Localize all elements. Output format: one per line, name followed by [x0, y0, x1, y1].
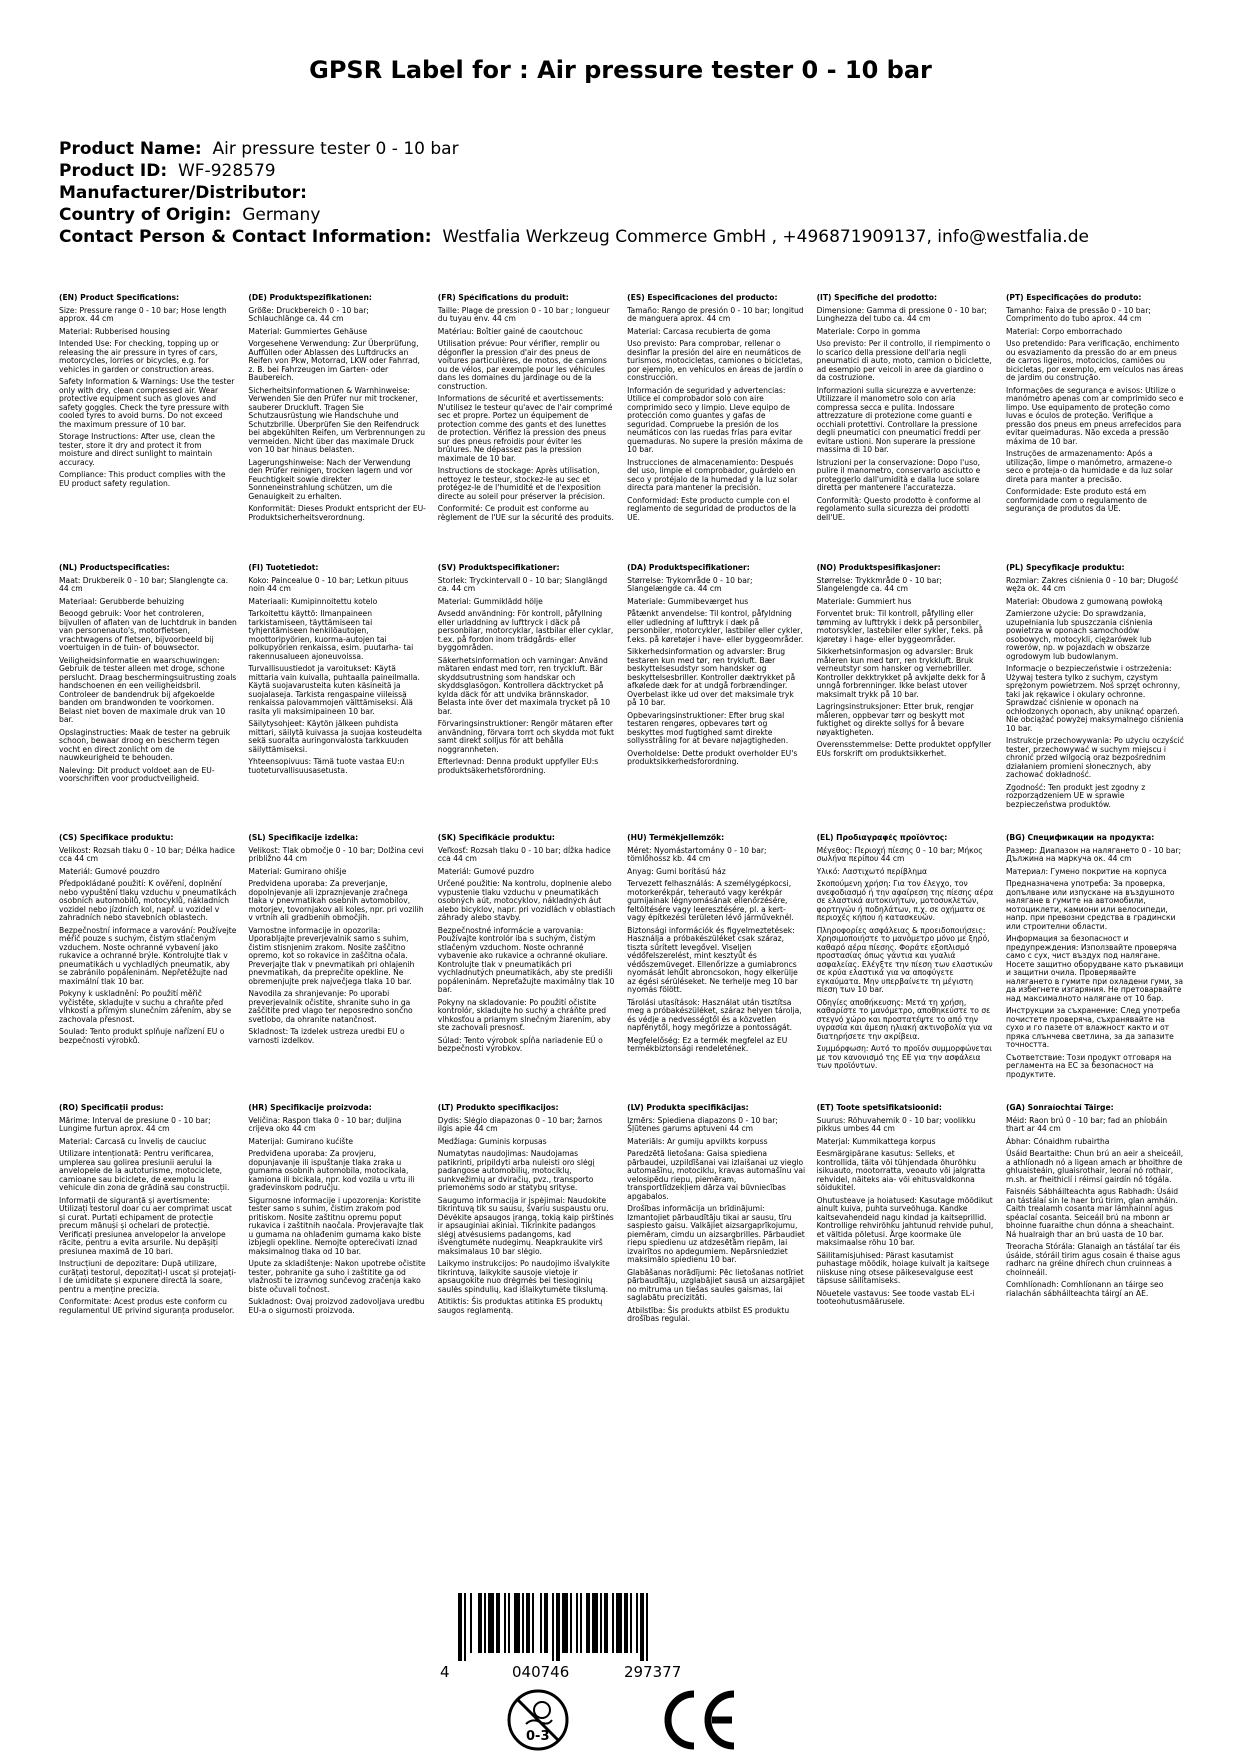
barcode-bar	[586, 1593, 590, 1653]
section-paragraph: Informations de sécurité et avertissements: N'utilisez le testeur qu'avec de l'air comprimé sec et propre. Portez un équipement de protection comme des gants et des lunettes de protection. Vérifiez la pression des pneus sur des pneus refroidis pour éviter les brûlures. Ne dépassez pas la pression maximale de 10 bar.	[437, 394, 613, 463]
language-section	[438, 1104, 616, 1364]
section-paragraph: Megfelelőség: Ez a termék megfelel az EU termékbiztonsági rendeletének.	[627, 1035, 788, 1053]
language-section	[627, 564, 805, 824]
section-heading: (EL) Προδιαγραφές προϊόντος:	[816, 834, 948, 842]
section-paragraph: Conformité: Ce produit est conforme au règlement de l'UE sur la sécurité des produits.	[437, 504, 614, 522]
section-paragraph: Bezpečnostné informácie a varovania: Používajte kontrolór iba s suchým, čistým stlačeným vzduchom. Noste ochranné vybavenie ako rukavice a ochranné okuliare. Kontrolujte tlak v pneumatikách pri vychladnutých pneumatikách, aby ste predišli popáleninám. Nepreťažujte maximálny tlak 10 bar.	[437, 925, 615, 994]
section-paragraph: Instrucțiuni de depozitare: După utilizare, curățați testorul, depozitați-l uscat și protejați-l de umiditate și expunere directă la soare, pentru a menține precizia.	[59, 1259, 237, 1294]
section-paragraph: Istruzioni per la conservazione: Dopo l'uso, pulire il manometro, conservarlo asciutto e proteggerlo dall'umidità e dalla luce solare diretta per mantenere l'accuratezza.	[816, 457, 981, 492]
ce-mark-icon	[660, 1688, 740, 1752]
language-section	[248, 294, 426, 554]
barcode-bar	[552, 1593, 554, 1661]
barcode-bar	[630, 1593, 632, 1653]
section-paragraph: Säilytysohjeet: Käytön jälkeen puhdista mittari, säilytä kuivassa ja suojaa kosteudelta sekä suoralta auringonvalosta tarkkuuden säilyttämiseksi.	[248, 719, 422, 754]
section-paragraph: Uso previsto: Para comprobar, rellenar o desinflar la presión del aire en neumáticos de turismos, motocicletas, camiones o bicicletas, por ejemplo, en vehículos en áreas de jardín o construcción.	[627, 339, 804, 382]
section-heading: (DA) Produktspecifikationer:	[627, 564, 750, 572]
section-heading: (ET) Toote spetsifikatsioonid:	[816, 1104, 942, 1112]
section-paragraph: Størrelse: Trykkmråde 0 - 10 bar; Slangelengde ca. 44 cm	[816, 575, 942, 593]
section-paragraph: Utilizare intenționată: Pentru verificarea, umplerea sau golirea presiunii aerului la anvelopele de la autoturisme, motociclete, camioane sau biciclete, de exemplu la vehicule din zona de grădină sau construcții.	[59, 1149, 230, 1192]
section-paragraph: Μέγεθος: Περιοχή πίεσης 0 - 10 bar; Μήκος σωλήνα περίπου 44 cm	[816, 845, 983, 863]
section-paragraph: Skladnost: Ta izdelek ustreza uredbi EU o varnosti izdelkov.	[248, 1027, 405, 1045]
section-paragraph: Veiligheidsinformatie en waarschuwingen: Gebruik de tester alleen met droge, schone perslucht. Draag beschermingsuitrusting zoals handschoenen en een veiligheidsbril. Controleer de bandendruk bij afgekoelde banden om brandwonden te voorkomen. Belast niet boven de maximale druk van 10 bar.	[59, 655, 237, 724]
section-paragraph: Materjal: Kummikattega korpus	[816, 1136, 936, 1146]
language-section	[1006, 294, 1184, 554]
section-paragraph: Storage Instructions: After use, clean the tester, store it dry and protect it from moisture and direct sunlight to maintain accuracy.	[59, 432, 215, 467]
section-paragraph: Säkerhetsinformation och varningar: Använd mätaren endast med torr, ren tryckluft. Bär skyddsutrustning som handskar och skyddsglasögon. Kontrollera däcktrycket på kylda däck för att undvika brännskador. Belasta inte över det maximala trycket på 10 bar.	[437, 655, 611, 716]
section-paragraph: Atitiktis: Šis produktas atitinka ES produktų saugos reglamentą.	[437, 1297, 603, 1315]
barcode-bar	[616, 1593, 622, 1653]
section-paragraph: Maat: Drukbereik 0 - 10 bar; Slanglengte ca. 44 cm	[59, 575, 229, 593]
section-paragraph: Efterlevnad: Denna produkt uppfyller EU:s produktsäkerhetsförordning.	[437, 757, 599, 775]
section-paragraph: Sukladnost: Ovaj proizvod zadovoljava uredbu EU-a o sigurnosti proizvoda.	[248, 1297, 425, 1315]
section-paragraph: Comhlíonadh: Comhlíonann an táirge seo rialachán sábháilteachta táirgí an AE.	[1005, 1280, 1164, 1298]
section-paragraph: Eesmärgipärane kasutus: Selleks, et kontrollida, täita või tühjendada õhurõhku isikuauto, mootorratta, veoauto või jalgratta rehvidel, näiteks aia- või ehitusvaldkonna sõidukitel.	[816, 1149, 986, 1192]
section-paragraph: Инструкции за съхранение: След употреба почистете проверяча, съхранявайте на сухо и го пазете от влажност както и от пряка слънчева светлина, за да запазите точността.	[1005, 1006, 1181, 1049]
section-paragraph: Ábhar: Cónaidhm rubairtha	[1005, 1136, 1110, 1146]
barcode-bar	[580, 1593, 582, 1653]
section-paragraph: Turvallisuustiedot ja varoitukset: Käytä mittaria vain kuivalla, puhtaalla paineilmalla. Käytä suojavarusteita kuten käsineitä ja suojalaseja. Tarkista rengaspaine viileissä renkaissa palovammojen välttämiseksi. Älä rasita yli maksimipaineen 10 bar.	[248, 664, 420, 716]
section-paragraph: Veľkosť: Rozsah tlaku 0 - 10 bar; dĺžka hadice cca 44 cm	[437, 845, 611, 863]
section-paragraph: Overensstemmelse: Dette produktet oppfyller EUs forskrift om produktsikkerhet.	[816, 740, 992, 758]
language-section	[1006, 834, 1184, 1094]
section-paragraph: Biztonsági információk és figyelmeztetések: Használja a próbakészüléket csak száraz, tiszta sűrített levegővel. Viseljen védőfelszerelést, mint kesztyűt és védőszemüveget. Ellenőrizze a gumiabroncs nyomását lehűlt abroncsokon, hogy elkerülje az égési sérüléseket. Ne terhelje meg 10 bar nyomás fölött.	[627, 925, 798, 994]
sections-row	[59, 294, 1184, 564]
section-paragraph: Materiaali: Kumipinnoitettu kotelo	[248, 596, 378, 606]
barcode-bar	[612, 1593, 614, 1653]
section-heading: (NL) Productspecificaties:	[59, 564, 170, 572]
section-paragraph: Súlad: Tento výrobok spĺňa nariadenie EÚ o bezpečnosti výrobkov.	[437, 1035, 603, 1053]
section-paragraph: Conformidad: Este producto cumple con el reglamento de seguridad de productos de la UE.	[627, 495, 797, 522]
section-heading: (SV) Produktspecifikationer:	[437, 564, 560, 572]
section-paragraph: Sicherheitsinformationen & Warnhinweise: Verwenden Sie den Prüfer nur mit trockener, sauberer Druckluft. Tragen Sie Schutzausrüstung wie Handschuhe und Schutzbrille. Überprüfen Sie den Reifendruck bei abgekühlten Reifen, um Verbrennungen zu vermeiden. Nicht über das maximale Druck von 10 bar hinaus belasten.	[248, 385, 426, 454]
section-paragraph: Sikkerhedsinformation og advarsler: Brug testaren kun med tør, ren trykluft. Bær beskyttelsesudstyr som handsker og beskyttelsesbriller. Kontroller dæktrykket på afkølede dæk for at undgå forbrændinger. Overbelast ikke ud over det maksimale tryk på 10 bar.	[627, 647, 796, 707]
section-heading: (SL) Specifikacije izdelka:	[248, 834, 359, 842]
language-section	[438, 564, 616, 824]
section-paragraph: Naleving: Dit product voldoet aan de EU-voorschriften voor productveiligheid.	[59, 765, 215, 783]
barcode-bar	[624, 1593, 628, 1653]
section-paragraph: Varnostne informacije in opozorila: Uporabljajte preverjevalnik samo s suhim, čistim stisnjenim zrakom. Nosite zaščitno opremo, kot so rokavice in zaščitna očala. Preverjajte tlak v pnevmatikah pri ohlajenih pnevmatikah, da preprečite opekline. Ne obremenjujte prek največjega tlaka 10 bar.	[248, 925, 415, 986]
language-section	[1006, 1104, 1184, 1364]
section-paragraph: Predvidena uporaba: Za preverjanje, dopolnjevanje ali izpraznjevanje zračnega tlaka v pnevmatikah osebnih avtomobilov, motorjev, tovornjakov ali koles, npr. pri vozilih v vrtnih ali gradbenih območjih.	[248, 879, 424, 922]
barcode-bar	[540, 1593, 542, 1653]
section-paragraph: Påtænkt anvendelse: Til kontrol, påfyldning eller udledning af lufttryk i dæk på personbiler, motorcykler, lastbiler eller cykler, f.eks. på køretøjer i have- eller byggeområder.	[627, 609, 804, 644]
section-paragraph: Koko: Paincealue 0 - 10 bar; Letkun pituus noin 44 cm	[248, 575, 409, 593]
section-paragraph: Vorgesehene Verwendung: Zur Überprüfung, Auffüllen oder Ablassen des Luftdrucks an Reifen von Pkw, Motorrad, LKW oder Fahrrad, z. B. bei Fahrzeugen im Garten- oder Baubereich.	[248, 339, 420, 382]
section-paragraph: Съответствие: Този продукт отговаря на регламента на ЕС за безопасност на продуктите.	[1005, 1052, 1172, 1079]
section-paragraph: Informações de segurança e avisos: Utilize o manómetro apenas com ar comprimido seco e limpo. Use equipamento de proteção como luvas e óculos de proteção. Verifique a pressão dos pneus em pneus arrefecidos para evitar queimaduras. Não exceda a pressão máxima de 10 bar.	[1005, 385, 1184, 446]
section-heading: (EN) Product Specifications:	[59, 294, 180, 302]
section-paragraph: Informații de siguranță și avertismente: Utilizați testorul doar cu aer comprimat uscat și curat. Purtați echipament de protecție precum mănuși și ochelari de protecție. Verificați presiunea anvelopelor la anvelope răcite, pentru a evita arsurile. Nu depășiți presiunea maximă de 10 bari.	[59, 1195, 232, 1256]
section-paragraph: Taille: Plage de pression 0 - 10 bar ; longueur du tuyau env. 44 cm	[437, 305, 610, 323]
section-paragraph: Velikost: Rozsah tlaku 0 - 10 bar; Délka hadice cca 44 cm	[59, 845, 235, 863]
section-paragraph: Předpokládané použití: K ověření, doplnění nebo vypuštění tlaku vzduchu v pneumatikách osobních automobilů, motocyklů, nákladních vozidel nebo jízdních kol, např. u vozidel v zahradních nebo stavebních oblastech.	[59, 879, 237, 922]
section-paragraph: Méret: Nyomástartomány 0 - 10 bar; tömlőhossz kb. 44 cm	[627, 845, 767, 863]
section-heading: (SK) Špecifikácie produktu:	[437, 834, 555, 842]
section-paragraph: Pokyny na skladovanie: Po použití očistite kontrolór, skladujte ho suchý a chráňte pred vlhkosťou a priamym slnečným žiarením, aby ste zachovali presnosť.	[437, 997, 611, 1032]
section-paragraph: Materiał: Obudowa z gumowaną powłoką	[1005, 596, 1163, 606]
section-paragraph: Material: Carcasă cu înveliș de cauciuc	[59, 1136, 207, 1146]
language-section	[59, 564, 237, 824]
section-paragraph: Materiál: Gumové puzdro	[437, 866, 534, 876]
section-paragraph: Pokyny k uskladnění: Po použití měřič vyčistěte, skladujte v suchu a chraňte před vlhkostí a přímým slunečním zářením, aby se zachovala přesnost.	[59, 989, 232, 1024]
section-heading: (BG) Спецификации на продукта:	[1005, 834, 1155, 842]
barcode-bar	[556, 1593, 560, 1661]
section-paragraph: Conformità: Questo prodotto è conforme al regolamento sulla sicurezza dei prodotti dell'UE.	[816, 495, 981, 522]
section-paragraph: Tamaño: Rango de presión 0 - 10 bar; longitud de manguera aprox. 44 cm	[627, 305, 804, 323]
section-heading: (GA) Sonraíochtaí Táirge:	[1005, 1104, 1114, 1112]
section-heading: (PL) Specyfikacje produktu:	[1005, 564, 1125, 572]
section-paragraph: Размер: Диапазон на налягането 0 - 10 bar; Дължина на маркуча ок. 44 cm	[1005, 845, 1182, 863]
section-paragraph: Instruções de armazenamento: Após a utilização, limpe o manómetro, armazene-o seco e proteja-o da humidade e da luz solar direta para manter a precisão.	[1005, 449, 1173, 484]
language-section	[438, 294, 616, 554]
section-paragraph: Size: Pressure range 0 - 10 bar; Hose length approx. 44 cm	[59, 305, 227, 323]
section-paragraph: Zgodność: Ten produkt jest zgodny z rozporządzeniem UE w sprawie bezpieczeństwa produktów.	[1005, 782, 1146, 809]
section-heading: (RO) Specificații produs:	[59, 1104, 164, 1112]
barcode-bar	[646, 1593, 648, 1661]
barcode	[440, 1593, 740, 1683]
language-section	[59, 294, 237, 554]
language-section	[59, 834, 237, 1094]
barcode-bar	[470, 1593, 472, 1653]
product-info	[59, 138, 1189, 248]
section-paragraph: Material: Gummiertes Gehäuse	[248, 326, 368, 336]
section-paragraph: Avsedd användning: För kontroll, påfyllning eller urladdning av lufttryck i däck på personbilar, motorcyklar, lastbilar eller cyklar, t.ex. på fordon inom trädgårds- eller byggområden.	[437, 609, 614, 652]
barcode-bars	[440, 1593, 740, 1661]
section-paragraph: Størrelse: Trykområde 0 - 10 bar; Slangelængde ca. 44 cm	[627, 575, 753, 593]
language-section	[248, 564, 426, 824]
section-paragraph: Určené použitie: Na kontrolu, doplnenie alebo vypustenie tlaku vzduchu v pneumatikách osobných aút, motocyklov, nákladných áut alebo bicyklov, napr. pri vozidlách v oblastiach záhrady alebo stavby.	[437, 879, 616, 922]
language-section	[627, 834, 805, 1094]
section-paragraph: Materiāls: Ar gumiju apvilkts korpuss	[627, 1136, 768, 1146]
section-paragraph: Velikost: Tlak območje 0 - 10 bar; Dolžina cevi približno 44 cm	[248, 845, 424, 863]
barcode-digits-left: 040746	[512, 1663, 570, 1681]
section-paragraph: Información de seguridad y advertencias: Utilice el comprobador solo con aire comprimido seco y limpio. Lleve equipo de protección como guantes y gafas de seguridad. Compruebe la presión de los neumáticos con las ruedas frías para evitar quemaduras. No supere la presión máxima de 10 bar.	[627, 385, 803, 454]
barcode-bar	[600, 1593, 602, 1653]
section-paragraph: Tarkoitettu käyttö: Ilmanpaineen tarkistamiseen, täyttämiseen tai tyhjentämiseen henkilöautojen, moottoripyörien, kuorma-autojen tai polkupyörien renkaissa, esim. puutarha- tai rakennusalueen ajoneuvoissa.	[248, 609, 414, 661]
section-heading: (PT) Especificações do produto:	[1005, 294, 1142, 302]
barcode-bar	[532, 1593, 534, 1653]
section-paragraph: Faisnéis Sábháilteachta agus Rabhadh: Úsáid an tástálaí sin le haer brú tirim, glan amháin. Caith trealamh cosanta mar lámhainní agus spéaclaí cosanta. Seiceáil brú na mbonn ar bhoinne fuaraithe chun dónna a sheachaint. Ná hualraigh thar an brú uasta de 10 bar.	[1005, 1187, 1179, 1239]
barcode-bar	[592, 1593, 598, 1653]
age-label: 0-3	[526, 1729, 550, 1744]
barcode-bar	[496, 1593, 500, 1653]
language-section	[817, 564, 995, 824]
section-paragraph: Tamanho: Faixa de pressão 0 - 10 bar; Comprimento do tubo aprox. 44 cm	[1005, 305, 1151, 323]
section-paragraph: Instrukcje przechowywania: Po użyciu oczyścić tester, przechowywać w suchym miejscu i chronić przed wilgocią oraz bezpośrednim działaniem promieni słonecznych, aby zachować dokładność.	[1005, 736, 1184, 779]
language-section	[248, 834, 426, 1094]
section-paragraph: Οδηγίες αποθήκευσης: Μετά τη χρήση, καθαρίστε το μανόμετρο, αποθηκεύστε το σε στεγνό χώρο και προστατέψτε το από την υγρασία και άμεση ηλιακή ακτινοβολία για να διατηρήσετε την ακρίβεια.	[816, 997, 993, 1041]
section-paragraph: Informazioni sulla sicurezza e avvertenze: Utilizzare il manometro solo con aria compressa secca e pulita. Indossare attrezzature di protezione come guanti e occhiali protettivi. Controllare la pressione degli pneumatici con pneumatici freddi per evitare ustioni. Non superare la pressione massima di 10 bar.	[816, 385, 981, 454]
barcode-bar	[522, 1593, 524, 1653]
section-paragraph: Safety Information & Warnings: Use the tester only with dry, clean compressed air. Wear protective equipment such as gloves and safety goggles. Check the tyre pressure with cooled tyres to avoid burns. Do not exceed the maximum pressure of 10 bar.	[59, 377, 235, 429]
section-paragraph: Glabāšanas norādījumi: Pēc lietošanas notīriet pārbaudītāju, uzglabājiet sausā un aizsargājiet no mitruma un tiešas saules gaismas, lai saglabātu precizitāti.	[627, 1267, 805, 1302]
barcode-bar	[458, 1593, 462, 1661]
language-section	[817, 294, 995, 554]
language-section	[627, 294, 805, 554]
section-paragraph: Atbilstība: Šis produkts atbilst ES produktu drošības regulai.	[627, 1305, 790, 1323]
compliance-symbols	[0, 1688, 1241, 1754]
barcode-bar	[504, 1593, 506, 1653]
section-paragraph: Soulad: Tento produkt splňuje nařízení EU o bezpečnosti výrobků.	[59, 1027, 225, 1045]
section-paragraph: Anyag: Gumi borítású ház	[627, 866, 726, 876]
section-paragraph: Materiál: Gumové pouzdro	[59, 866, 160, 876]
section-paragraph: Navodila za shranjevanje: Po uporabi preverjevalnik očistite, shranite suho in ga zaščitite pred vlago ter neposredno sončno svetlobo, da ohranite natančnost.	[248, 989, 413, 1024]
barcode-bar	[604, 1593, 608, 1653]
barcode-bar	[526, 1593, 530, 1653]
language-section	[59, 1104, 237, 1364]
section-paragraph: Predviđena uporaba: Za provjeru, dopunjavanje ili ispuštanje tlaka zraka u gumama osobnih automobila, motocikala, kamiona ili bicikala, npr. kod vozila u vrtu ili građevinskom području.	[248, 1149, 415, 1192]
section-paragraph: Größe: Druckbereich 0 - 10 bar; Schlauchlänge ca. 44 cm	[248, 305, 369, 323]
section-paragraph: Instrucciones de almacenamiento: Después del uso, limpie el comprobador, guárdelo en seco y protéjalo de la humedad y la luz solar directa para mantener la precisión.	[627, 457, 798, 492]
section-paragraph: Dydis: Slėgio diapazonas 0 - 10 bar; žarnos ilgis apie 44 cm	[437, 1115, 603, 1133]
section-paragraph: Bezpečnostní informace a varování: Používejte měřič pouze s suchým, čistým stlačeným vzduchem. Noste ochranné vybavení jako rukavice a ochranné brýle. Kontrolujte tlak v pneumatikách u vychladlých pneumatik, aby se zabránilo popáleninám. Nepřetěžujte nad maximální tlak 10 bar.	[59, 925, 237, 986]
section-heading: (ES) Especificaciones del producto:	[627, 294, 778, 302]
section-paragraph: Sikkerhetsinformasjon og advarsler: Bruk måleren kun med tørr, ren trykkluft. Bruk verneutstyr som hansker og vernebriller. Kontroller dekktrykket på avkjølte dekk for å unngå forbrenninger. Ikke belast utover maksimalt trykk på 10 bar.	[816, 647, 986, 699]
section-paragraph: Material: Gummiklädd hölje	[437, 596, 543, 606]
sections-row	[59, 1104, 1184, 1374]
section-paragraph: Konformität: Dieses Produkt entspricht der EU-Produktsicherheitsverordnung.	[248, 504, 426, 522]
section-paragraph: Materiaal: Gerubberde behuizing	[59, 596, 185, 606]
language-section	[1006, 564, 1184, 824]
section-paragraph: Forventet bruk: Til kontroll, påfylling eller tømming av lufttrykk i dekk på personbiler, motorsykler, lastebiler eller sykler, f.eks. på kjøretøy i hage- eller byggeområder.	[816, 609, 984, 644]
section-paragraph: Yhteensopivuus: Tämä tuote vastaa EU:n tuoteturvallisuusasetusta.	[248, 757, 405, 775]
sections-row	[59, 834, 1184, 1104]
barcode-bar	[478, 1593, 482, 1653]
language-section	[438, 834, 616, 1094]
section-paragraph: Intended Use: For checking, topping up or releasing the air pressure in tyres of cars, motorcycles, lorries or bicycles, e.g. for vehicles in garden or construction areas.	[59, 339, 219, 374]
section-heading: (LV) Produkta specifikācijas:	[627, 1104, 749, 1112]
section-paragraph: Compliance: This product complies with the EU product safety regulation.	[59, 470, 226, 488]
section-paragraph: Nõuetele vastavus: See toode vastab EL-i tooteohutusmäärusele.	[816, 1288, 975, 1306]
info-product-id: Product ID: WF-928579	[59, 161, 276, 181]
info-manufacturer: Manufacturer/Distributor:	[59, 183, 307, 203]
section-heading: (CS) Specifikace produktu:	[59, 834, 174, 842]
section-paragraph: Storlek: Tryckintervall 0 - 10 bar; Slanglängd ca. 44 cm	[437, 575, 608, 593]
language-section	[817, 1104, 995, 1364]
section-paragraph: Uso previsto: Per il controllo, il riempimento o lo scarico della pressione dell'aria negli pneumatici di auto, moto, camion o biciclette, ad esempio per veicoli in aree da giardino o da costruzione.	[816, 339, 992, 382]
sections-row	[59, 564, 1184, 834]
section-paragraph: Overholdelse: Dette produkt overholder EU's produktsikkerhedsforordning.	[627, 748, 798, 766]
barcode-bar	[544, 1593, 548, 1653]
section-paragraph: Conformitate: Acest produs este conform cu regulamentul UE privind siguranța produselor.	[59, 1297, 235, 1315]
section-paragraph: Informacje o bezpieczeństwie i ostrzeżenia: Używaj testera tylko z suchym, czystym sprężonym powietrzem. Noś sprzęt ochronny, taki jak rękawice i okulary ochronne. Sprawdzać ciśnienie w oponach na ochłodzonych oponach, aby uniknąć oparzeń. Nie obciążać powyżej maksymalnego ciśnienia 10 bar.	[1005, 664, 1184, 733]
barcode-bar	[562, 1593, 568, 1653]
section-paragraph: Материал: Гумено покритие на корпуса	[1005, 866, 1167, 876]
barcode-bar	[464, 1593, 466, 1661]
section-paragraph: Opslaginstructies: Maak de tester na gebruik schoon, bewaar droog en bescherm tegen vocht en direct zonlicht om de nauwkeurigheid te behouden.	[59, 727, 230, 762]
section-paragraph: Zamierzone użycie: Do sprawdzania, uzupełniania lub spuszczania ciśnienia powietrza w oponach samochodów osobowych, motocykli, ciężarówek lub rowerów, np. w pojazdach w obszarze ogrodowym lub budowlanym.	[1005, 609, 1153, 661]
section-paragraph: Veličina: Raspon tlaka 0 - 10 bar; duljina crijeva oko 44 cm	[248, 1115, 402, 1133]
section-paragraph: Conformidade: Este produto está em conformidade com o regulamento de segurança de produtos da UE.	[1005, 487, 1147, 513]
barcode-digit-first: 4	[440, 1663, 450, 1681]
section-paragraph: Paredzētā lietošana: Gaisa spiediena pārbaudei, uzpildīšanai vai izlaišanai uz vieglo automašīnu, motociklu, kravas automašīnu vai velosipēdu riepu, piemēram, transportlīdzekļiem dārza vai būvniecības apgabalos.	[627, 1149, 806, 1201]
section-paragraph: Lagringsinstruksjoner: Etter bruk, rengjør måleren, oppbevar tørr og beskytt mot fuktighet og direkte sollys for å bevare nøyaktigheten.	[816, 702, 974, 737]
section-paragraph: Medžiaga: Guminis korpusas	[437, 1136, 547, 1146]
section-paragraph: Material: Carcasa recubierta de goma	[627, 326, 771, 336]
language-section	[248, 1104, 426, 1364]
section-paragraph: Συμμόρφωση: Αυτό το προϊόν συμμορφώνεται με τον κανονισμό της ΕΕ για την ασφάλεια των προϊόντων.	[816, 1044, 992, 1070]
section-paragraph: Uso pretendido: Para verificação, enchimento ou esvaziamento da pressão do ar em pneus de carros ligeiros, motociclos, camiões ou bicicletas, por exemplo, em veículos nas áreas de jardim ou construção.	[1005, 339, 1184, 382]
barcode-bar	[576, 1593, 578, 1653]
barcode-bar	[488, 1593, 494, 1653]
barcode-bar	[514, 1593, 520, 1653]
section-paragraph: Sigurnosne informacije i upozorenja: Koristite tester samo s suhim, čistim zrakom pod pritiskom. Nosite zaštitnu opremu poput rukavica i zaštitnih naočala. Provjeravajte tlak u gumama na ohlađenim gumama kako biste izbjegli opekline. Nemojte opterećivati iznad maksimalnog tlaka od 10 bar.	[248, 1195, 424, 1256]
section-paragraph: Opbevaringsinstruktioner: Efter brug skal testaren rengøres, opbevares tørt og beskyttes mod fugtighed samt direkte sollysstråling for at bevare nøjagtigheden.	[627, 710, 789, 745]
section-paragraph: Suurus: Rõhuvahemik 0 - 10 bar; voolikku pikkus umbes 44 cm	[816, 1115, 976, 1133]
section-paragraph: Materiale: Corpo in gomma	[816, 326, 921, 336]
barcode-bar	[640, 1593, 644, 1661]
section-paragraph: Πληροφορίες ασφάλειας & προειδοποιήσεις: Χρησιμοποιήστε το μανόμετρο μόνο με ξηρό, καθαρό αέρα πίεσης. Φοράτε εξοπλισμό προστασίας όπως γάντια και γυαλιά ασφαλείας. Ελέγξτε την πίεση των ελαστικών σε κρύα ελαστικά για να αποφύγετε εγκαύματα. Μην υπερβαίνετε τη μέγιστη πίεση των 10 bar.	[816, 925, 993, 994]
language-section	[817, 834, 995, 1094]
section-paragraph: Material: Rubberised housing	[59, 326, 170, 336]
language-section	[627, 1104, 805, 1364]
section-paragraph: Rozmiar: Zakres ciśnienia 0 - 10 bar; Długość węża ok. 44 cm	[1005, 575, 1179, 593]
section-paragraph: Úsáid Beartaithe: Chun brú an aeir a sheiceáil, a athlíonadh nó a ligean amach ar bhoithre de ghluaisteáin, gluaisrothair, leoraí nó rothair, m.sh. ar fheithiclí i réimsí gairdín nó tógála.	[1005, 1149, 1184, 1184]
info-product-name: Product Name: Air pressure tester 0 - 10 bar	[59, 139, 459, 159]
section-paragraph: Upute za skladištenje: Nakon upotrebe očistite tester, pohranite ga suho i zaštitite ga od vlažnosti te izravnog sunčevog zračenja kako biste očuvali točnost.	[248, 1259, 426, 1294]
page-title: GPSR Label for : Air pressure tester 0 - 10 bar	[309, 56, 932, 84]
section-heading: (LT) Produkto specifikacijos:	[437, 1104, 559, 1112]
section-paragraph: Säilitamisjuhised: Pärast kasutamist puhastage mõõdik, hoiage kuivalt ja kaitsege niiskuse ning otsese päikesevalguse eest täpsuse säilitamiseks.	[816, 1250, 990, 1285]
section-heading: (FR) Spécifications du produit:	[437, 294, 569, 302]
section-paragraph: Mărime: Interval de presiune 0 - 10 bar; Lungime furtun aprox. 44 cm	[59, 1115, 211, 1133]
section-paragraph: Numatytas naudojimas: Naudojamas patikrinti, pripildyti arba nuleisti oro slėgį padangose automobilių, motociklų, sunkvežimių ar dviračių, pvz., transporto priemonėms sodo ar statybų srityse.	[437, 1149, 595, 1192]
language-sections-grid	[59, 294, 1184, 1374]
section-heading: (FI) Tuotetiedot:	[248, 564, 319, 572]
section-paragraph: Méid: Raon brú 0 - 10 bar; fad an phíobáin thart ar 44 cm	[1005, 1115, 1168, 1133]
section-paragraph: Utilisation prévue: Pour vérifier, remplir ou dégonfler la pression d'air des pneus de voitures particulières, de motos, de camions ou de vélos, par exemple pour les véhicules dans les domaines du jardinage ou de la construction.	[437, 339, 607, 391]
section-paragraph: Matériau: Boîtier gainé de caoutchouc	[437, 326, 583, 336]
barcode-bar	[508, 1593, 510, 1653]
section-paragraph: Saugumo informacija ir įspėjimai: Naudokite tikrintuvą tik su sausu, švariu suspaustu oru. Dėvėkite apsaugos įrangą, tokią kaip pirštinės ir apsauginiai akiniai. Tikrinkite padangos slėgį atvėsusiems padangoms, kad išvengtumėte nudegimų. Neapkraukite virš maksimalaus 10 bar slėgio.	[437, 1195, 614, 1256]
section-heading: (HU) Termékjellemzők:	[627, 834, 725, 842]
section-paragraph: Tárolási utasítások: Használat után tisztítsa meg a próbakészüléket, száraz helyen tárolja, és védje a nedvességtől és a közvetlen napfénytől, hogy megőrizze a pontosságát.	[627, 997, 802, 1032]
section-paragraph: Instructions de stockage: Après utilisation, nettoyez le testeur, stockez-le au sec et protégez-le de l'humidité et de l'exposition directe au soleil pour préserver la précision.	[437, 466, 606, 501]
section-paragraph: Ohutusteave ja hoiatused: Kasutage mõõdikut ainult kuiva, puhta surveõhuga. Kandke kaitsevahendeid nagu kindad ja kaitseprillid. Kontrollige rehvirõhku jahtunud rehvide puhul, et vältida põletusi. Ärge koormake üle maksimaalse rõhu 10 bar.	[816, 1195, 994, 1247]
barcode-bar	[636, 1593, 638, 1653]
barcode-digits-right: 297377	[624, 1663, 682, 1681]
section-paragraph: Υλικό: Λαστιχωτό περίβλημα	[816, 866, 927, 876]
section-heading: (HR) Specifikacije proizvoda:	[248, 1104, 372, 1112]
info-country-of-origin: Country of Origin: Germany	[59, 205, 321, 225]
section-paragraph: Förvaringsinstruktioner: Rengör mätaren efter användning, förvara torrt och skydda mot fukt samt direkt solljus för att behålla noggrannheten.	[437, 719, 614, 754]
barcode-bar	[484, 1593, 486, 1653]
section-heading: (IT) Specifiche del prodotto:	[816, 294, 938, 302]
section-paragraph: Предназначена употреба: За проверка, допълване или изпускане на въздушното налягане в гумите на автомобили, мотоциклети, камиони или велосипеди, напр. при превозни средства в градински или строителни области.	[1005, 879, 1176, 931]
section-paragraph: Materijal: Gumirano kućište	[248, 1136, 354, 1146]
age-0-3-warning-icon	[506, 1688, 570, 1752]
section-paragraph: Dimensione: Gamma di pressione 0 - 10 bar; Lunghezza del tubo ca. 44 cm	[816, 305, 987, 323]
barcode-bar	[570, 1593, 572, 1653]
section-heading: (NO) Produktspesifikasjoner:	[816, 564, 941, 572]
info-contact: Contact Person & Contact Information: Westfalia Werkzeug Commerce GmbH , +496871909137, info@westfalia.de	[59, 227, 1089, 247]
section-paragraph: Laikymo instrukcijos: Po naudojimo išvalykite tikrintuvą, laikykite sausoje vietoje ir apsaugokite nuo drėgmės bei tiesioginių saulės spindulių, kad išlaikytumėte tikslumą.	[437, 1259, 610, 1294]
section-heading: (DE) Produktspezifikationen:	[248, 294, 372, 302]
section-paragraph: Beoogd gebruik: Voor het controleren, bijvullen of aflaten van de luchtdruk in banden van personenauto's, motorfietsen, vrachtwagens of fietsen, bijvoorbeeld bij voertuigen in de tuin- of bouwsector.	[59, 609, 237, 652]
section-paragraph: Σκοπούμενη χρήση: Για τον έλεγχο, τον ανεφοδιασμό ή την αφαίρεση της πίεσης αέρα σε ελαστικά αυτοκινήτων, μοτοσυκλετών, φορτηγών ή ποδηλάτων, π.χ. σε οχήματα σε περιοχές κήπου ή κατασκευών.	[816, 879, 994, 922]
section-paragraph: Treoracha Stórála: Glanaigh an tástálaí tar éis úsáide, stóráil tirim agus cosain é thaise agus radharc na gréine dhírech chun cruinneas a choinneáil.	[1005, 1242, 1181, 1277]
section-paragraph: Izmērs: Spiediena diapazons 0 - 10 bar; Šļūtenes garums aptuveni 44 cm	[627, 1115, 778, 1133]
section-paragraph: Materiale: Gummibeværget hus	[627, 596, 749, 606]
section-paragraph: Drošības informācija un brīdinājumi: Izmantojiet pārbaudītāju tikai ar sausu, tīru saspiesto gaisu. Valkājiet aizsargaprīkojumu, piemēram, cimdu un aizsargbrilles. Pārbaudiet riepu spiedienu uz atdzesētām riepām, lai izvairītos no apdegumiem. Nepārsniedziet maksimālo spiedienu 10 bar.	[627, 1204, 805, 1264]
section-paragraph: Информация за безопасност и предупреждения: Използвайте проверяча само с сух, чист въздух под налягане. Носете защитно оборудване като ръкавици и защитни очила. Проверявайте налягането в гумите при охладени гуми, за да избегнете изгаряния. Не претоварвайте над максималното налягане от 10 бар.	[1005, 934, 1184, 1003]
section-paragraph: Tervezett felhasználás: A személygépkocsi, motorkerékpár, teherautó vagy kerékpár gumijainak légnyomásának ellenőrzésére, feltöltésére vagy leeresztésére, pl. a kert- vagy építkezési területen lévő járműveknél.	[627, 879, 794, 922]
section-paragraph: Material: Gumirano ohišje	[248, 866, 347, 876]
section-paragraph: Lagerungshinweise: Nach der Verwendung den Prüfer reinigen, trocken lagern und vor Feuchtigkeit sowie direkter Sonneneinstrahlung schützen, um die Genauigkeit zu erhalten.	[248, 457, 413, 501]
section-paragraph: Materiale: Gummiert hus	[816, 596, 912, 606]
section-paragraph: Material: Corpo emborrachado	[1005, 326, 1123, 336]
